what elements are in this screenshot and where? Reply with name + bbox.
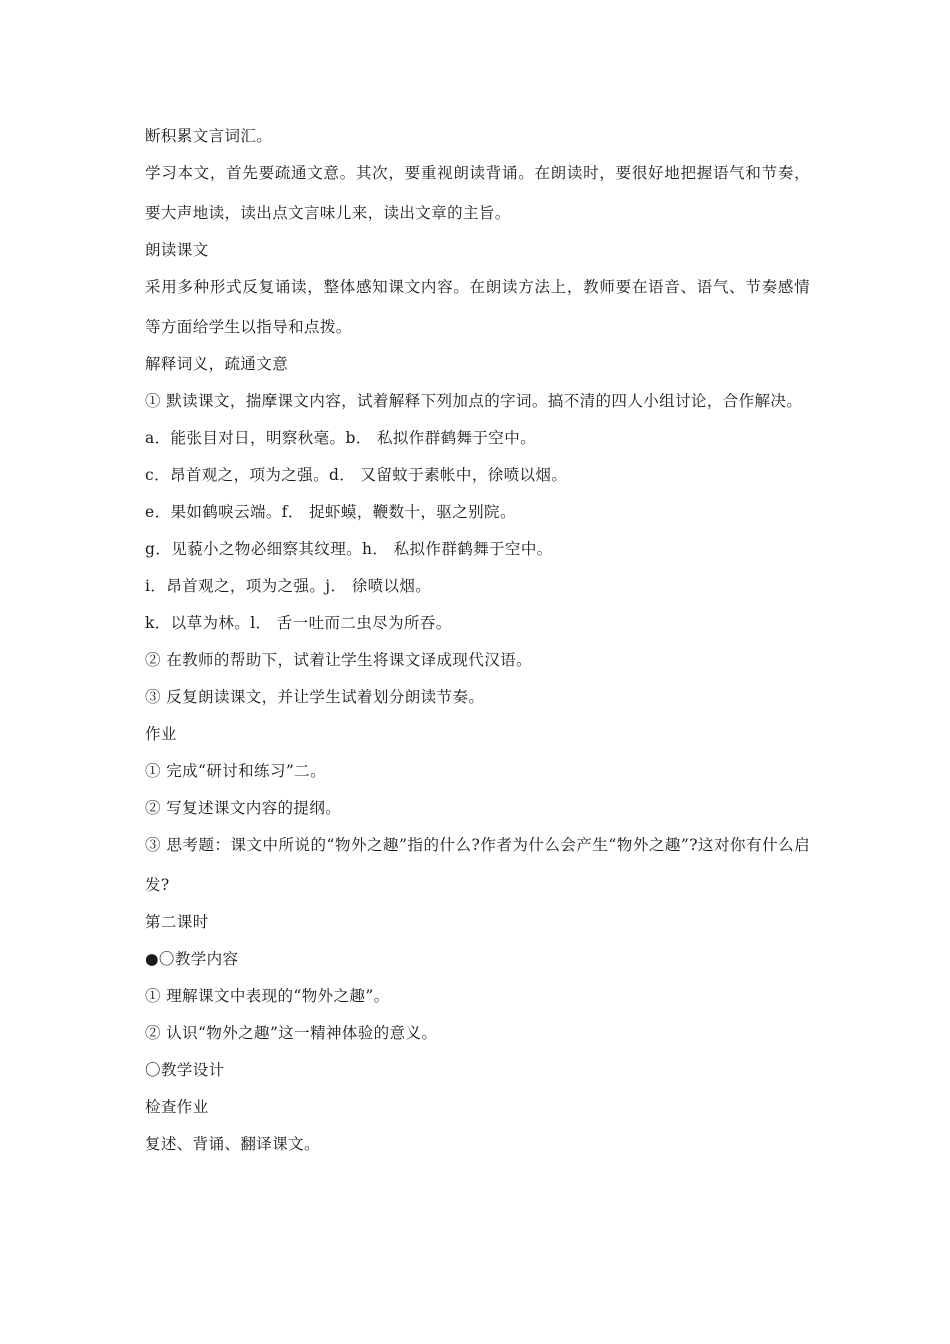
text-line: a．能张目对日，明察秋毫。b． 私拟作群鹤舞于空中。 xyxy=(145,429,536,447)
text-paragraph: 采用多种形式反复诵读，整体感知课文内容。在朗读方法上，教师要在语音、语气、节奏感情等方面给学生以指导和点拨。 xyxy=(145,278,810,336)
text-line: ② 在教师的帮助下，试着让学生将课文译成现代汉语。 xyxy=(145,651,532,669)
section-heading: 〇教学设计 xyxy=(145,1061,225,1079)
text-paragraph: ③ 思考题：课文中所说的“物外之趣”指的什么?作者为什么会产生“物外之趣”?这对你有什么启发? xyxy=(145,836,810,894)
section-heading: 第二课时 xyxy=(145,913,209,931)
section-heading: 朗读课文 xyxy=(145,241,209,259)
text-paragraph: ① 默读课文，揣摩课文内容，试着解释下列加点的字词。搞不清的四人小组讨论，合作解决。 xyxy=(145,392,803,410)
text-line: 断积累文言词汇。 xyxy=(145,127,273,145)
section-heading: 检查作业 xyxy=(145,1098,209,1116)
text-line: ① 完成“研讨和练习”二。 xyxy=(145,762,326,780)
section-heading: 作业 xyxy=(145,725,177,743)
text-line: i．昂首观之，项为之强。j． 徐喷以烟。 xyxy=(145,577,432,595)
text-line: ① 理解课文中表现的“物外之趣”。 xyxy=(145,987,390,1005)
text-line: c．昂首观之，项为之强。d． 又留蚊于素帐中，徐喷以烟。 xyxy=(145,466,568,484)
text-line: 复述、背诵、翻译课文。 xyxy=(145,1135,320,1153)
text-line: ② 写复述课文内容的提纲。 xyxy=(145,799,342,817)
text-paragraph: 学习本文，首先要疏通文意。其次，要重视朗读背诵。在朗读时，要很好地把握语气和节奏，要大声地读，读出点文言味儿来，读出文章的主旨。 xyxy=(145,164,810,222)
text-line: ③ 反复朗读课文，并让学生试着划分朗读节奏。 xyxy=(145,688,485,706)
text-line: k．以草为林。l． 舌一吐而二虫尽为所吞。 xyxy=(145,614,452,632)
section-heading: ●〇教学内容 xyxy=(145,950,239,968)
section-heading: 解释词义，疏通文意 xyxy=(145,355,289,373)
text-line: g．见藐小之物必细察其纹理。h． 私拟作群鹤舞于空中。 xyxy=(145,540,553,558)
text-line: e．果如鹤唳云端。f． 捉虾蟆，鞭数十，驱之别院。 xyxy=(145,503,516,521)
text-line: ② 认识“物外之趣”这一精神体验的意义。 xyxy=(145,1024,438,1042)
document-body xyxy=(145,118,810,1163)
